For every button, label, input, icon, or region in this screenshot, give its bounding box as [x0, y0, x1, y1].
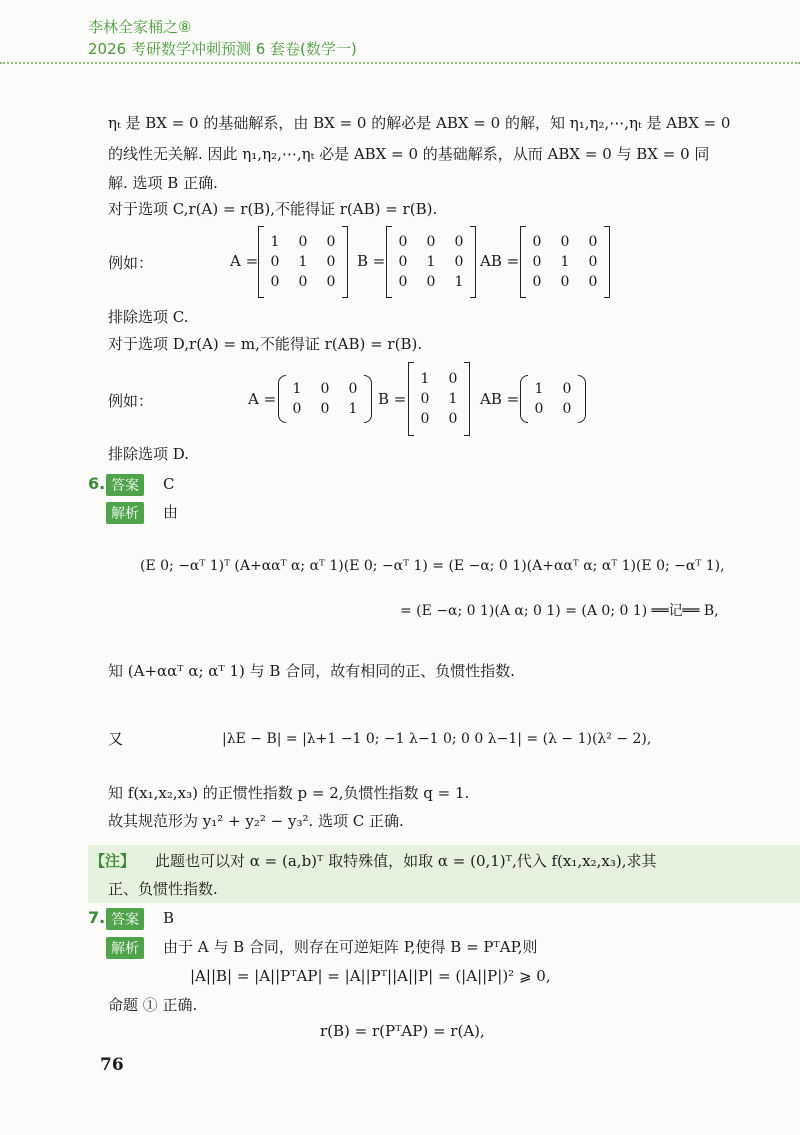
- matrix-cell: 0: [426, 234, 436, 250]
- note-text: 此题也可以对 α = (a,b)ᵀ 取特殊值，如取 α = (0,1)ᵀ,代入 f(x₁,x₂,x₃),求其: [155, 852, 657, 870]
- matrix-cell: 0: [532, 234, 542, 250]
- matrix-cell: 0: [420, 391, 430, 407]
- matrix-cell: 1: [454, 274, 464, 290]
- equation-line: |A||B| = |A||PᵀAP| = |A||Pᵀ||A||P| = (|A||P|)² ⩾ 0,: [190, 967, 551, 985]
- matrix-cell: 1: [292, 381, 302, 397]
- matrix-cell: 0: [270, 254, 280, 270]
- matrix-cell: 1: [420, 371, 430, 387]
- matrix-cell: 1: [448, 391, 458, 407]
- matrix-cell: 0: [560, 234, 570, 250]
- text-line: 排除选项 D.: [108, 445, 190, 463]
- matrix-label: B =: [378, 390, 407, 408]
- equation-congruence: (E 0; −αᵀ 1)ᵀ (A+ααᵀ α; αᵀ 1)(E 0; −αᵀ 1) = (E −α; 0 1)(A+ααᵀ α; αᵀ 1)(E 0; −αᵀ 1),: [140, 558, 725, 574]
- matrix-label: AB =: [480, 390, 520, 408]
- text-line: 对于选项 D,r(A) = m,不能得证 r(AB) = r(B).: [108, 335, 423, 353]
- note-tag: 【注】: [90, 852, 136, 870]
- matrix-cell: 1: [298, 254, 308, 270]
- header-series: 李林全家桶之⑧: [88, 18, 192, 36]
- matrix-ab-c: [520, 226, 610, 298]
- question-number: 7.: [88, 908, 106, 927]
- matrix-cell: 1: [560, 254, 570, 270]
- matrix-cell: 0: [562, 381, 572, 397]
- answer-value: B: [163, 909, 175, 927]
- matrix-label: AB =: [480, 252, 520, 270]
- matrix-label: A =: [248, 390, 277, 408]
- answer-tag: 答案: [106, 908, 144, 930]
- text-line: ηₜ 是 BX = 0 的基础解系，由 BX = 0 的解必是 ABX = 0 的解，知 η₁,η₂,⋯,ηₜ 是 ABX = 0: [108, 114, 731, 132]
- matrix-cell: 0: [588, 274, 598, 290]
- matrix-cell: 0: [326, 254, 336, 270]
- matrix-cell: 0: [588, 234, 598, 250]
- matrix-cell: 1: [426, 254, 436, 270]
- matrix-cell: 1: [534, 381, 544, 397]
- matrix-cell: 0: [420, 411, 430, 427]
- page-number: 76: [100, 1055, 124, 1075]
- matrix-label: A =: [230, 252, 259, 270]
- matrix-label: B =: [357, 252, 386, 270]
- matrix-cell: 0: [560, 274, 570, 290]
- text-line: 知 f(x₁,x₂,x₃) 的正惯性指数 p = 2,负惯性指数 q = 1.: [108, 784, 470, 802]
- matrix-cell: 0: [326, 234, 336, 250]
- matrix-cell: 0: [298, 274, 308, 290]
- matrix-cell: 0: [448, 411, 458, 427]
- matrix-cell: 0: [398, 254, 408, 270]
- matrix-a-c: [258, 226, 348, 298]
- note-text: 正、负惯性指数.: [108, 880, 218, 898]
- text-line: 对于选项 C,r(A) = r(B),不能得证 r(AB) = r(B).: [108, 200, 438, 218]
- example-label: 例如：: [108, 392, 154, 410]
- analysis-tag: 解析: [106, 502, 144, 524]
- text-line: 的线性无关解. 因此 η₁,η₂,⋯,ηₜ 必是 ABX = 0 的基础解系，从而 ABX = 0 与 BX = 0 同: [108, 145, 710, 163]
- text-line: 由于 A 与 B 合同，则存在可逆矩阵 P,使得 B = PᵀAP,则: [163, 938, 538, 956]
- matrix-cell: 0: [588, 254, 598, 270]
- matrix-cell: 0: [454, 234, 464, 250]
- matrix-cell: 0: [292, 401, 302, 417]
- matrix-cell: 0: [562, 401, 572, 417]
- text-line: 又: [108, 730, 124, 748]
- matrix-cell: 0: [320, 401, 330, 417]
- matrix-cell: 0: [534, 401, 544, 417]
- text-line: 知 (A+ααᵀ α; αᵀ 1) 与 B 合同，故有相同的正、负惯性指数.: [108, 662, 515, 680]
- matrix-cell: 0: [320, 381, 330, 397]
- matrix-b-d: [408, 362, 470, 436]
- determinant-equation: |λE − B| = |λ+1 −1 0; −1 λ−1 0; 0 0 λ−1| = (λ − 1)(λ² − 2),: [222, 731, 652, 747]
- question-number: 6.: [88, 474, 106, 493]
- text-line: 命题 ① 正确.: [108, 996, 198, 1014]
- matrix-cell: 0: [298, 234, 308, 250]
- matrix-cell: 0: [426, 274, 436, 290]
- matrix-a-d: [278, 375, 372, 423]
- matrix-cell: 0: [532, 274, 542, 290]
- matrix-cell: 0: [326, 274, 336, 290]
- text-line: 排除选项 C.: [108, 308, 189, 326]
- example-label: 例如：: [108, 254, 154, 272]
- matrix-b-c: [386, 226, 476, 298]
- matrix-cell: 0: [448, 371, 458, 387]
- matrix-cell: 0: [532, 254, 542, 270]
- header-title: 2026 考研数学冲刺预测 6 套卷(数学一): [88, 40, 357, 58]
- matrix-cell: 0: [348, 381, 358, 397]
- matrix-cell: 0: [398, 234, 408, 250]
- answer-value: C: [163, 475, 175, 493]
- matrix-cell: 0: [270, 274, 280, 290]
- analysis-tag: 解析: [106, 937, 144, 959]
- matrix-cell: 1: [348, 401, 358, 417]
- answer-tag: 答案: [106, 474, 144, 496]
- text-line: 解. 选项 B 正确.: [108, 174, 218, 192]
- matrix-ab-d: [520, 375, 586, 423]
- text-line: 故其规范形为 y₁² + y₂² − y₃². 选项 C 正确.: [108, 812, 404, 830]
- matrix-cell: 0: [454, 254, 464, 270]
- equation-line: r(B) = r(PᵀAP) = r(A),: [320, 1022, 485, 1040]
- matrix-cell: 1: [270, 234, 280, 250]
- text-line: 由: [163, 503, 179, 521]
- equation-result: = (E −α; 0 1)(A α; 0 1) = (A 0; 0 1) ══记══ B,: [400, 603, 719, 619]
- matrix-cell: 0: [398, 274, 408, 290]
- header-divider: [0, 62, 800, 64]
